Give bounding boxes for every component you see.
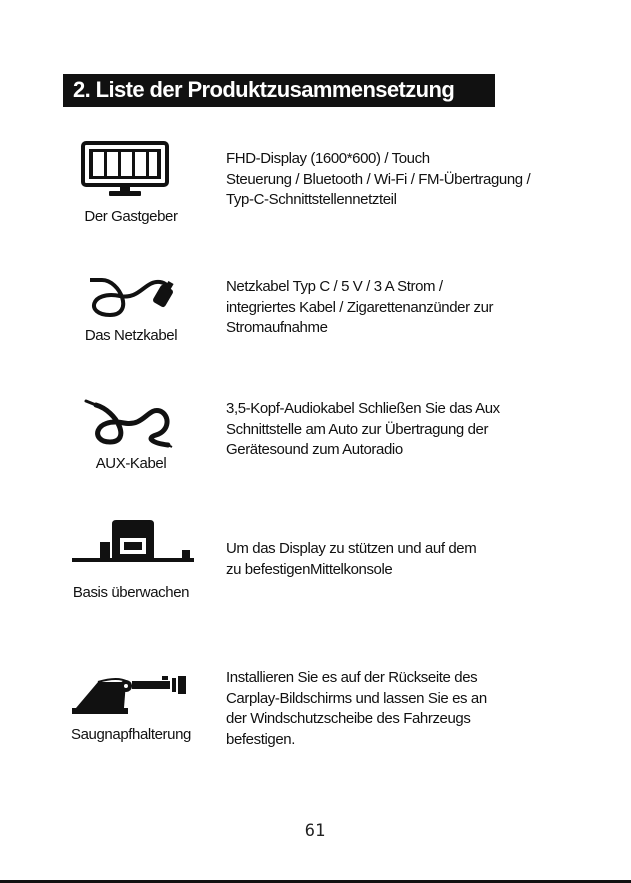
description-line: der Windschutzscheibe des Fahrzeugs <box>226 710 471 727</box>
description-line: integriertes Kabel / Zigarettenanzünder zur <box>226 298 494 316</box>
description-line: Typ-C-Schnittstellennetzteil <box>226 191 397 208</box>
item-label-power-cable: Das Netzkabel <box>84 327 178 344</box>
description-line: Schnittstelle am Auto zur Übertragung der <box>226 420 489 438</box>
suction-mount-icon <box>68 672 192 720</box>
description-line: befestigen. <box>226 730 295 748</box>
aux-cable-icon <box>82 397 174 451</box>
description-line: Netzkabel Typ C / 5 V / 3 A Strom / <box>226 278 443 295</box>
item-description-host <box>226 149 566 211</box>
item-label-aux-cable: AUX-Kabel <box>95 455 167 472</box>
description-line: 3,5-Kopf-Audiokabel Schließen Sie das Aux <box>226 400 500 417</box>
description-line: zu befestigenMittelkonsole <box>226 560 393 578</box>
power-cable-icon <box>80 270 180 322</box>
description-line: Stromaufnahme <box>226 319 328 336</box>
item-description-suction-mount <box>226 668 566 750</box>
page-number: 61 <box>304 821 326 841</box>
item-label-suction-mount: Saugnapfhalterung <box>71 726 191 743</box>
item-description-aux-cable <box>226 399 566 461</box>
item-label-host: Der Gastgeber <box>84 208 178 225</box>
item-description-monitor-base <box>226 539 566 580</box>
description-line: FHD-Display (1600*600) / Touch <box>226 150 430 167</box>
description-line: Installieren Sie es auf der Rückseite des <box>226 669 478 686</box>
description-line: Gerätesound zum Autoradio <box>226 441 403 458</box>
section-title-bar <box>63 74 495 107</box>
monitor-base-icon <box>72 518 194 568</box>
item-label-monitor-base: Basis überwachen <box>72 584 190 601</box>
section-title: 2. Liste der Produktzusammensetzung <box>73 77 455 102</box>
monitor-icon <box>80 140 172 202</box>
item-description-power-cable <box>226 277 566 339</box>
description-line: Um das Display zu stützen und auf dem <box>226 540 477 557</box>
description-line: Carplay-Bildschirms und lassen Sie es an <box>226 689 487 707</box>
description-line: Steuerung / Bluetooth / Wi-Fi / FM-Übertragung / <box>226 170 531 188</box>
